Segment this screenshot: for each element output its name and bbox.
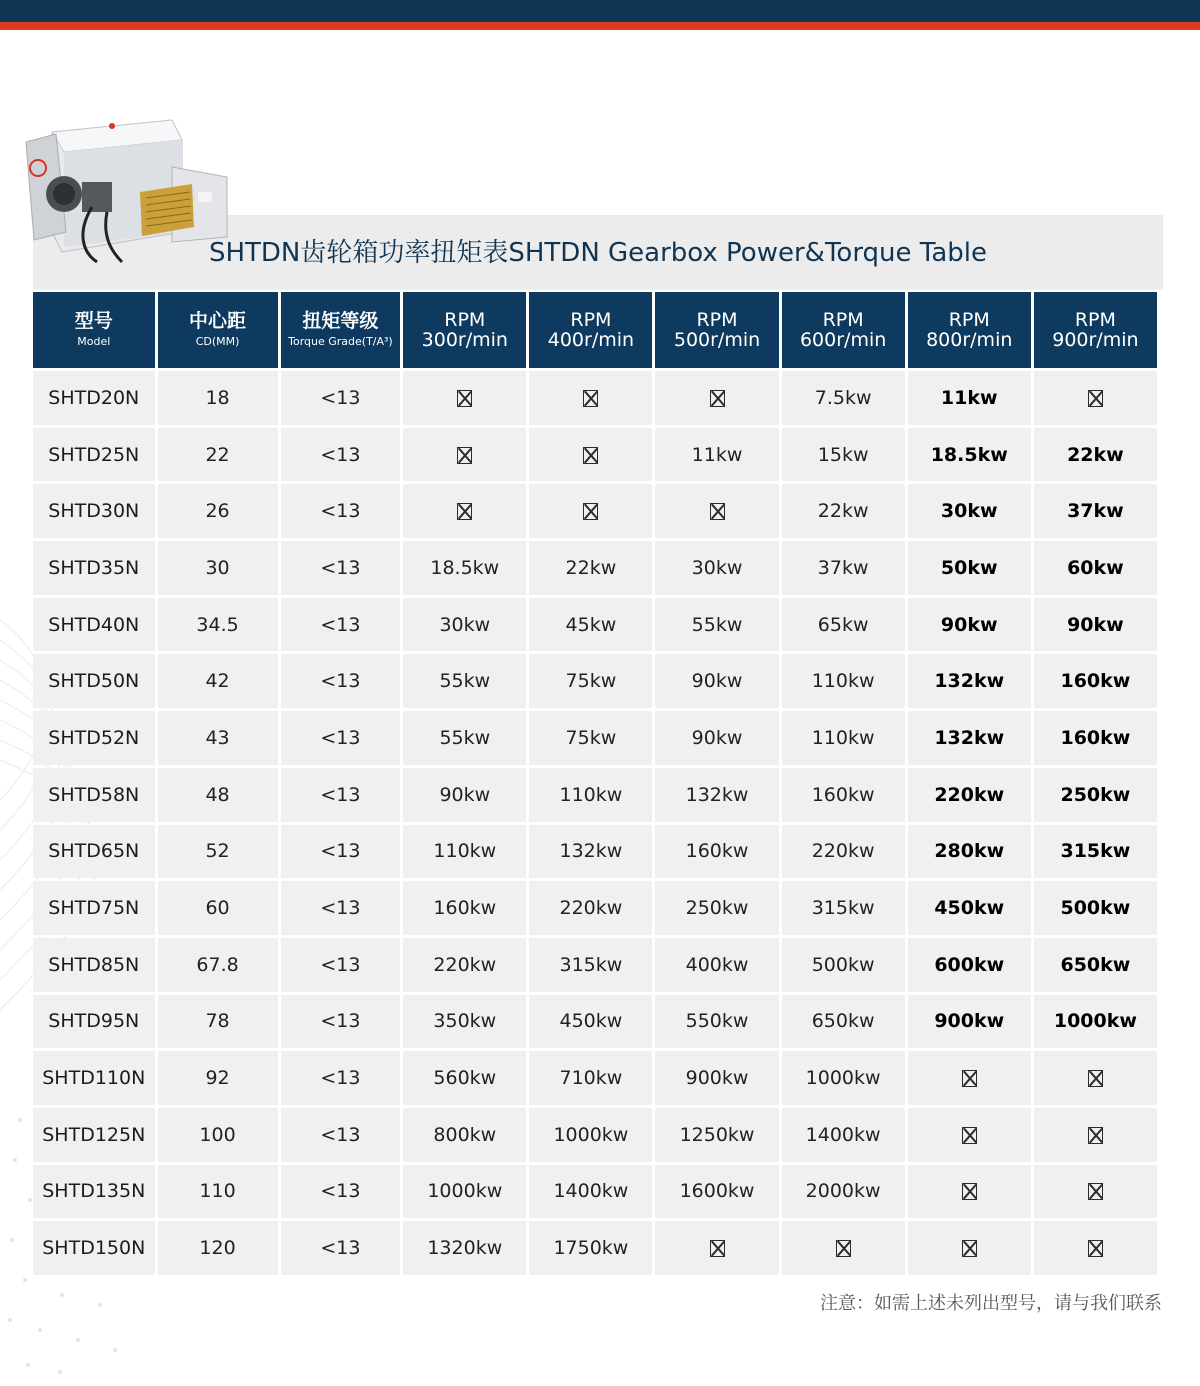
table-cell: <13 [281, 654, 401, 708]
table-cell: 110kw [782, 711, 905, 765]
table-cell: 50kw [908, 541, 1031, 595]
not-available-icon [1088, 390, 1103, 407]
table-row [33, 881, 1157, 935]
not-available-icon [1088, 1127, 1103, 1144]
table-cell: 315kw [782, 881, 905, 935]
table-cell: 52 [158, 825, 278, 879]
table-cell: <13 [281, 768, 401, 822]
table-cell: 250kw [1034, 768, 1157, 822]
header-main-label: RPM [570, 309, 612, 331]
table-cell: 37kw [782, 541, 905, 595]
table-cell: 30kw [908, 484, 1031, 538]
table-cell [655, 1221, 778, 1275]
table-row [33, 1165, 1157, 1219]
table-row [33, 1108, 1157, 1162]
table-cell: 132kw [529, 825, 652, 879]
table-cell [1034, 1165, 1157, 1219]
header-main-label: RPM [822, 309, 864, 331]
table-cell: 100 [158, 1108, 278, 1162]
table-cell: 90kw [1034, 598, 1157, 652]
not-available-icon [583, 503, 598, 520]
table-header-cell [33, 292, 155, 368]
table-header-row [33, 292, 1157, 368]
not-available-icon [1088, 1240, 1103, 1257]
model-cell: SHTD65N [33, 825, 155, 879]
table-cell: 60 [158, 881, 278, 935]
table-cell [403, 484, 526, 538]
table-row [33, 1221, 1157, 1275]
table-cell: 110kw [403, 825, 526, 879]
table-cell: <13 [281, 938, 401, 992]
table-cell: 75kw [529, 711, 652, 765]
table-cell: 160kw [1034, 654, 1157, 708]
table-cell: 450kw [529, 995, 652, 1049]
table-cell: 160kw [1034, 711, 1157, 765]
table-row [33, 938, 1157, 992]
header-main-label: RPM [948, 309, 990, 331]
table-row [33, 541, 1157, 595]
table-cell: 22kw [1034, 428, 1157, 482]
table-cell: 90kw [655, 654, 778, 708]
table-cell: 22kw [529, 541, 652, 595]
table-cell: 132kw [655, 768, 778, 822]
table-cell: 67.8 [158, 938, 278, 992]
table-cell [1034, 1221, 1157, 1275]
header-main-label: RPM [444, 309, 486, 331]
table-row [33, 598, 1157, 652]
table-row [33, 825, 1157, 879]
table-cell: 22kw [782, 484, 905, 538]
table-cell: 1320kw [403, 1221, 526, 1275]
not-available-icon [583, 447, 598, 464]
table-cell: 18 [158, 371, 278, 425]
table-cell: 55kw [655, 598, 778, 652]
model-cell: SHTD135N [33, 1165, 155, 1219]
table-cell: 132kw [908, 654, 1031, 708]
table-cell: 220kw [782, 825, 905, 879]
table-cell [403, 428, 526, 482]
table-cell [655, 371, 778, 425]
table-cell: 1000kw [403, 1165, 526, 1219]
header-main-label: 扭矩等级 [302, 309, 379, 332]
not-available-icon [962, 1183, 977, 1200]
table-cell: 132kw [908, 711, 1031, 765]
table-cell: 900kw [655, 1051, 778, 1105]
table-cell: 315kw [1034, 825, 1157, 879]
table-header-cell [281, 292, 401, 368]
table-cell: 1000kw [782, 1051, 905, 1105]
header-sub-label: 400r/min [547, 329, 635, 351]
table-row [33, 995, 1157, 1049]
table-cell: 34.5 [158, 598, 278, 652]
not-available-icon [457, 447, 472, 464]
table-cell: 900kw [908, 995, 1031, 1049]
contact-note: 注意：如需上述未列出型号，请与我们联系 [820, 1293, 1162, 1314]
table-cell [529, 428, 652, 482]
table-cell: 220kw [908, 768, 1031, 822]
table-cell: 550kw [655, 995, 778, 1049]
model-cell: SHTD30N [33, 484, 155, 538]
table-cell [908, 1108, 1031, 1162]
table-cell: 90kw [655, 711, 778, 765]
table-header-cell [908, 292, 1031, 368]
header-main-label: RPM [696, 309, 738, 331]
table-cell: <13 [281, 1108, 401, 1162]
header-sub-label: Model [77, 334, 111, 348]
table-cell: 160kw [782, 768, 905, 822]
model-cell: SHTD25N [33, 428, 155, 482]
table-cell [908, 1165, 1031, 1219]
table-cell: <13 [281, 711, 401, 765]
top-banner-bar [0, 0, 1200, 22]
table-cell: 220kw [529, 881, 652, 935]
table-cell: 500kw [782, 938, 905, 992]
model-cell: SHTD125N [33, 1108, 155, 1162]
not-available-icon [710, 1240, 725, 1257]
table-cell [908, 1221, 1031, 1275]
table-cell: 1000kw [529, 1108, 652, 1162]
not-available-icon [457, 503, 472, 520]
table-cell: 48 [158, 768, 278, 822]
table-cell: 1250kw [655, 1108, 778, 1162]
table-cell: 350kw [403, 995, 526, 1049]
model-cell: SHTD52N [33, 711, 155, 765]
table-row [33, 711, 1157, 765]
not-available-icon [962, 1127, 977, 1144]
table-cell: 11kw [655, 428, 778, 482]
table-header-cell [403, 292, 526, 368]
model-cell: SHTD58N [33, 768, 155, 822]
table-cell: 65kw [782, 598, 905, 652]
table-cell: 220kw [403, 938, 526, 992]
table-cell: 650kw [782, 995, 905, 1049]
table-cell [529, 484, 652, 538]
model-cell: SHTD75N [33, 881, 155, 935]
table-header-cell [529, 292, 652, 368]
table-cell: 600kw [908, 938, 1031, 992]
page-title: SHTDN齿轮箱功率扭矩表SHTDN Gearbox Power&Torque Table [208, 238, 988, 268]
table-cell: 15kw [782, 428, 905, 482]
table-cell: <13 [281, 428, 401, 482]
table-cell: 26 [158, 484, 278, 538]
table-cell [1034, 371, 1157, 425]
not-available-icon [710, 503, 725, 520]
table-cell: 800kw [403, 1108, 526, 1162]
model-cell: SHTD85N [33, 938, 155, 992]
table-row [33, 1051, 1157, 1105]
not-available-icon [836, 1240, 851, 1257]
table-cell: 280kw [908, 825, 1031, 879]
table-cell: 90kw [403, 768, 526, 822]
table-cell: 30kw [403, 598, 526, 652]
table-cell: 1400kw [782, 1108, 905, 1162]
table-cell: 55kw [403, 711, 526, 765]
table-cell: 110 [158, 1165, 278, 1219]
table-cell: 92 [158, 1051, 278, 1105]
table-cell [1034, 1108, 1157, 1162]
table-cell: 400kw [655, 938, 778, 992]
table-cell [655, 484, 778, 538]
table-header-cell [158, 292, 278, 368]
table-cell: 250kw [655, 881, 778, 935]
not-available-icon [1088, 1183, 1103, 1200]
not-available-icon [583, 390, 598, 407]
table-cell: 110kw [782, 654, 905, 708]
table-cell: 30kw [655, 541, 778, 595]
model-cell: SHTD50N [33, 654, 155, 708]
model-cell: SHTD150N [33, 1221, 155, 1275]
table-cell: 160kw [403, 881, 526, 935]
header-main-label: 型号 [74, 309, 113, 332]
table-cell: <13 [281, 484, 401, 538]
model-cell: SHTD20N [33, 371, 155, 425]
not-available-icon [457, 390, 472, 407]
table-cell: <13 [281, 1165, 401, 1219]
table-cell: 37kw [1034, 484, 1157, 538]
table-cell: 18.5kw [908, 428, 1031, 482]
table-cell [403, 371, 526, 425]
table-cell: 60kw [1034, 541, 1157, 595]
table-cell: 45kw [529, 598, 652, 652]
table-row [33, 484, 1157, 538]
header-sub-label: 300r/min [421, 329, 508, 351]
table-cell [908, 1051, 1031, 1105]
table-cell: 55kw [403, 654, 526, 708]
table-cell: <13 [281, 541, 401, 595]
table-row [33, 428, 1157, 482]
model-cell: SHTD95N [33, 995, 155, 1049]
table-cell: 315kw [529, 938, 652, 992]
table-cell: 560kw [403, 1051, 526, 1105]
table-cell: 30 [158, 541, 278, 595]
table-row [33, 654, 1157, 708]
header-sub-label: 500r/min [673, 329, 761, 351]
gearbox-product-image [22, 112, 232, 272]
table-header-cell [782, 292, 905, 368]
table-cell: 650kw [1034, 938, 1157, 992]
model-cell: SHTD35N [33, 541, 155, 595]
table-cell: 710kw [529, 1051, 652, 1105]
table-cell: 1400kw [529, 1165, 652, 1219]
table-cell: 22 [158, 428, 278, 482]
table-cell [1034, 1051, 1157, 1105]
header-sub-label: CD(MM) [195, 334, 240, 348]
table-cell: <13 [281, 825, 401, 879]
not-available-icon [1088, 1070, 1103, 1087]
table-cell: <13 [281, 371, 401, 425]
table-cell: 1600kw [655, 1165, 778, 1219]
table-cell: 120 [158, 1221, 278, 1275]
header-sub-label: 600r/min [799, 329, 887, 351]
table-cell: 2000kw [782, 1165, 905, 1219]
table-cell: 18.5kw [403, 541, 526, 595]
table-cell: 11kw [908, 371, 1031, 425]
table-cell: 160kw [655, 825, 778, 879]
table-cell: 7.5kw [782, 371, 905, 425]
table-header-cell [1034, 292, 1157, 368]
table-cell: 1750kw [529, 1221, 652, 1275]
table-body [33, 371, 1157, 1275]
table-cell: 78 [158, 995, 278, 1049]
header-sub-label: 900r/min [1052, 329, 1139, 351]
table-cell: 90kw [908, 598, 1031, 652]
top-red-stripe [0, 22, 1200, 30]
model-cell: SHTD40N [33, 598, 155, 652]
table-cell: <13 [281, 881, 401, 935]
power-torque-table [30, 289, 1160, 1278]
table-cell: <13 [281, 1051, 401, 1105]
table-header-cell [655, 292, 778, 368]
table-cell [782, 1221, 905, 1275]
table-cell: 42 [158, 654, 278, 708]
not-available-icon [962, 1070, 977, 1087]
not-available-icon [710, 390, 725, 407]
header-main-label: 中心距 [189, 309, 247, 332]
table-row [33, 768, 1157, 822]
table-cell: 500kw [1034, 881, 1157, 935]
header-main-label: RPM [1074, 309, 1116, 331]
not-available-icon [962, 1240, 977, 1257]
table-cell: 110kw [529, 768, 652, 822]
model-cell: SHTD110N [33, 1051, 155, 1105]
table-cell: <13 [281, 995, 401, 1049]
header-sub-label: Torque Grade(T/A³) [288, 334, 393, 348]
table-cell: <13 [281, 598, 401, 652]
table-cell: 75kw [529, 654, 652, 708]
table-cell [529, 371, 652, 425]
table-cell: 1000kw [1034, 995, 1157, 1049]
table-cell: 450kw [908, 881, 1031, 935]
table-cell: <13 [281, 1221, 401, 1275]
table-cell: 43 [158, 711, 278, 765]
header-sub-label: 800r/min [926, 329, 1013, 351]
table-row [33, 371, 1157, 425]
